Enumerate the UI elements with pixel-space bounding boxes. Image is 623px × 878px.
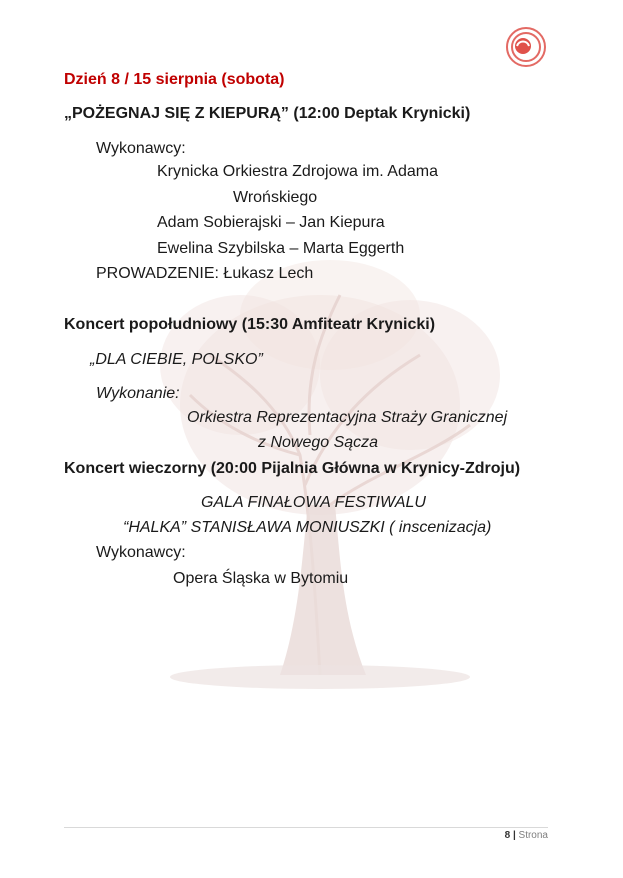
event1-host: PROWADZENIE: Łukasz Lech: [96, 265, 314, 282]
footer-divider: [64, 827, 548, 828]
day-heading: Dzień 8 / 15 sierpnia (sobota): [64, 71, 285, 88]
event1-performer-2: Adam Sobierajski – Jan Kiepura: [157, 214, 385, 231]
event1-performers-label: Wykonawcy:: [96, 140, 186, 157]
event3-performers-label: Wykonawcy:: [96, 544, 186, 561]
event3-title: Koncert wieczorny (20:00 Pijalnia Główna w Krynicy-Zdroju): [64, 460, 521, 477]
event2-title: Koncert popołudniowy (15:30 Amfiteatr Krynicki): [64, 316, 436, 333]
event1-title: „POŻEGNAJ SIĘ Z KIEPURĄ” (12:00 Deptak Krynicki): [64, 105, 471, 122]
event1-performer-1-cont: Wrońskiego: [233, 189, 318, 206]
event2-program: „DLA CIEBIE, POLSKO”: [90, 351, 263, 368]
event3-program-line1: GALA FINAŁOWA FESTIWALU: [201, 494, 426, 511]
page-footer: [505, 830, 548, 841]
event3-performer: Opera Śląska w Bytomiu: [173, 570, 349, 587]
page-number: 8: [504, 830, 511, 841]
event2-performed-label: Wykonanie:: [96, 385, 180, 402]
page-word: Strona: [518, 830, 548, 841]
event1-performer-3: Ewelina Szybilska – Marta Eggerth: [157, 240, 405, 257]
event2-performer-line1: Orkiestra Reprezentacyjna Straży Granicznej: [187, 409, 508, 426]
event2-performer-line2: z Nowego Sącza: [258, 434, 379, 451]
festival-logo-icon: [505, 26, 547, 68]
footer-separator: |: [512, 830, 516, 841]
event1-performer-1: Krynicka Orkiestra Zdrojowa im. Adama: [157, 163, 438, 180]
event3-program-line2: “HALKA” STANISŁAWA MONIUSZKI ( inscenizacja): [123, 519, 492, 536]
